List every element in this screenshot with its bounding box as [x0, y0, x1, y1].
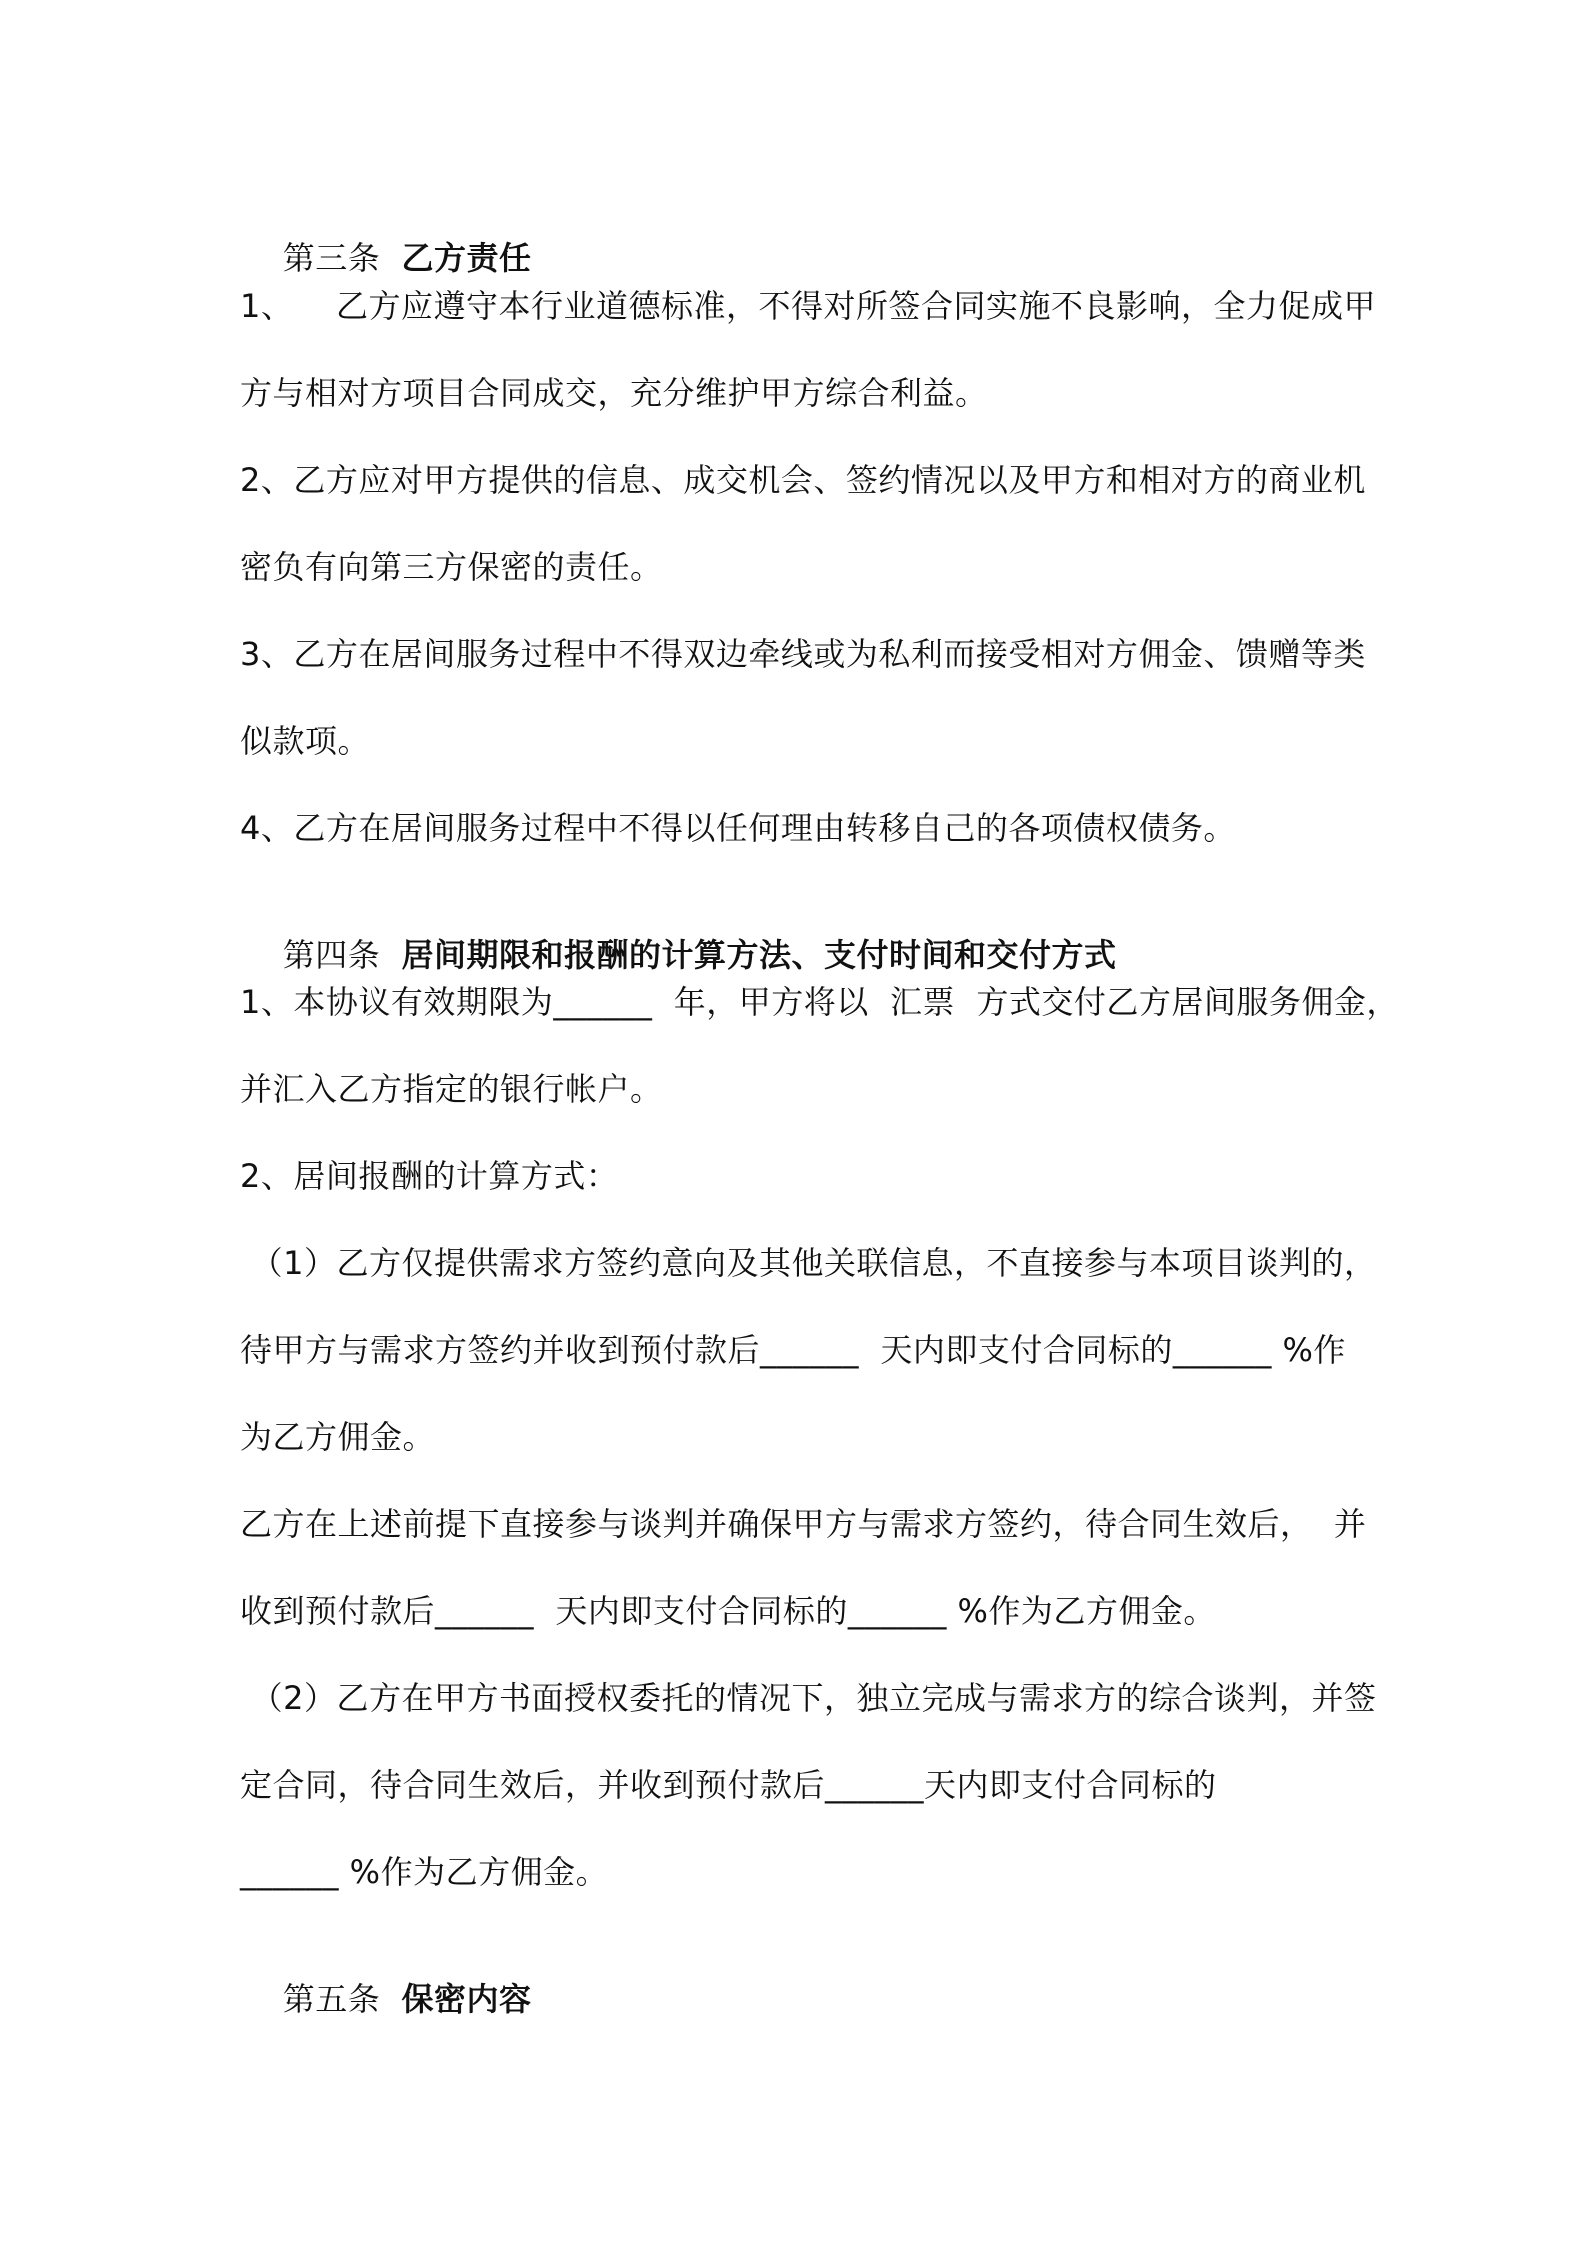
article-4-line-4: （1）乙方仅提供需求方签约意向及其他关联信息，不直接参与本项目谈判的， — [240, 1244, 1377, 1282]
article-3-item-1-line-1: 1、 乙方应遵守本行业道德标准，不得对所签合同实施不良影响，全力促成甲 — [240, 287, 1377, 325]
article-4-line-7: 乙方在上述前提下直接参与谈判并确保甲方与需求方签约，待合同生效后， 并 — [240, 1505, 1367, 1543]
article-4-line-8: 收到预付款后______ 天内即支付合同标的______ %作为乙方佣金。 — [240, 1592, 1216, 1630]
article-5-title: 保密内容 — [401, 1980, 532, 2018]
article-3-item-2-line-1: 2、乙方应对甲方提供的信息、成交机会、签约情况以及甲方和相对方的商业机 — [240, 461, 1366, 499]
article-4-title: 居间期限和报酬的计算方法、支付时间和交付方式 — [401, 936, 1117, 974]
article-4-line-1: 1、本协议有效期限为______ 年，甲方将以 汇票 方式交付乙方居间服务佣金， — [240, 983, 1399, 1021]
article-5-number: 第五条 — [282, 1980, 381, 2018]
article-4-line-5: 待甲方与需求方签约并收到预付款后______ 天内即支付合同标的______ %作 — [240, 1331, 1346, 1369]
article-4-line-2: 并汇入乙方指定的银行帐户。 — [240, 1070, 663, 1108]
article-4-line-11: ______ %作为乙方佣金。 — [240, 1853, 609, 1891]
article-5-heading — [240, 1939, 532, 2059]
article-4-line-9: （2）乙方在甲方书面授权委托的情况下，独立完成与需求方的综合谈判，并签 — [240, 1679, 1377, 1717]
article-3-item-4-line-1: 4、乙方在居间服务过程中不得以任何理由转移自己的各项债权债务。 — [240, 809, 1236, 847]
article-3-item-1-line-2: 方与相对方项目合同成交，充分维护甲方综合利益。 — [240, 374, 988, 412]
article-3-item-3-line-1: 3、乙方在居间服务过程中不得双边牵线或为私利而接受相对方佣金、馈赠等类 — [240, 635, 1366, 673]
article-4-line-6: 为乙方佣金。 — [240, 1418, 436, 1456]
article-4-line-10: 定合同，待合同生效后，并收到预付款后______天内即支付合同标的 — [240, 1766, 1217, 1804]
article-3-title: 乙方责任 — [401, 239, 532, 277]
article-3-item-3-line-2: 似款项。 — [240, 722, 371, 760]
article-3-number: 第三条 — [282, 239, 381, 277]
article-4-number: 第四条 — [282, 936, 381, 974]
article-4-line-3: 2、居间报酬的计算方式： — [240, 1157, 619, 1195]
article-3-item-2-line-2: 密负有向第三方保密的责任。 — [240, 548, 663, 586]
